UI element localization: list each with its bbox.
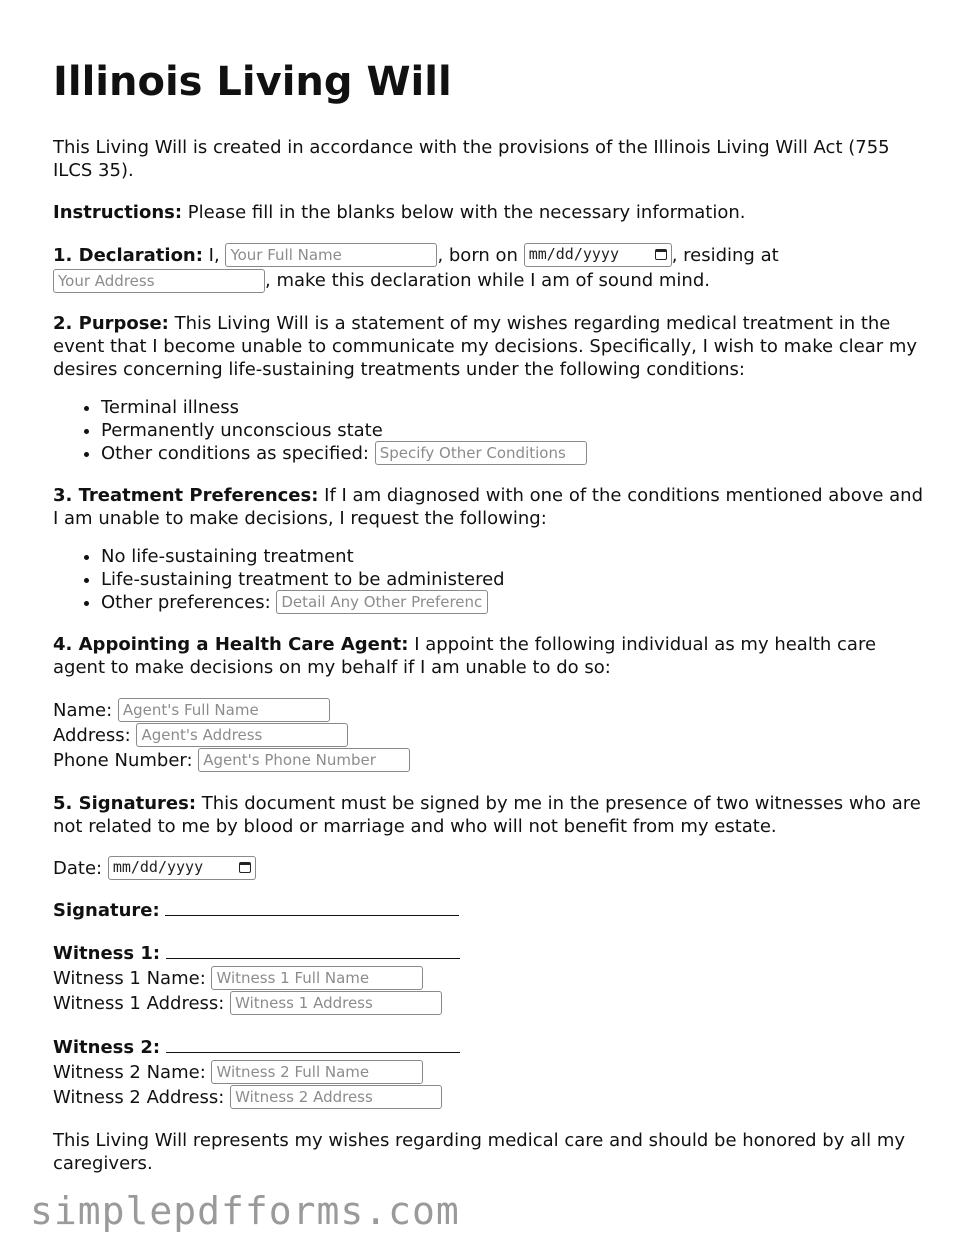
- witness-2-address-row: [53, 1085, 923, 1110]
- treatment-paragraph: [53, 484, 923, 530]
- signatures-text: This document must be signed by me in the presence of two witnesses who are not related to me by blood or marriage and who will not benefit from my estate.: [53, 793, 921, 837]
- signature-date-value: mm/dd/yyyy: [112, 858, 204, 876]
- witness-1-block: [53, 941, 923, 1016]
- page-title: Illinois Living Will: [53, 59, 452, 105]
- instructions-label: Instructions:: [53, 202, 183, 223]
- treatment-text: If I am diagnosed with one of the conditions mentioned above and I am unable to make decisions, I request the following:: [53, 485, 924, 529]
- agent-address-row: [53, 723, 923, 748]
- other-conditions-input[interactable]: [375, 441, 587, 465]
- address-input[interactable]: [53, 269, 265, 293]
- signature-date-row: [53, 857, 923, 880]
- witness-1-address-input[interactable]: [230, 991, 442, 1015]
- list-item: • Life-sustaining treatment to be administered: [101, 568, 923, 591]
- agent-name-label: Name:: [53, 700, 118, 721]
- intro-paragraph: This Living Will is created in accordance with the provisions of the Illinois Living Will Act (755 ILCS 35).: [53, 137, 890, 181]
- other-preferences-label: Other preferences:: [101, 592, 277, 613]
- declaration-text-1: I,: [202, 245, 226, 266]
- signatures-heading: 5. Signatures:: [53, 793, 197, 814]
- agent-name-row: [53, 698, 923, 723]
- list-item: • Permanently unconscious state: [101, 419, 923, 442]
- birth-date-value: mm/dd/yyyy: [528, 245, 619, 263]
- agent-phone-row: [53, 748, 923, 773]
- agent-phone-label: Phone Number:: [53, 750, 199, 771]
- agent-heading: 4. Appointing a Health Care Agent:: [53, 634, 409, 655]
- instructions-paragraph: [53, 201, 923, 224]
- declaration-text-4: , make this declaration while I am of sound mind.: [265, 270, 710, 291]
- agent-name-input[interactable]: [118, 698, 330, 722]
- purpose-text: This Living Will is a statement of my wishes regarding medical treatment in the event that I become unable to communicate my decisions. Specifically, I wish to make clear my desires concerning life-sustaining treatments under the following conditions:: [53, 313, 918, 380]
- full-name-input[interactable]: [225, 243, 437, 267]
- witness-2-block: [53, 1035, 923, 1110]
- witness-2-signature-line[interactable]: [166, 1036, 460, 1053]
- treatment-heading: 3. Treatment Preferences:: [53, 485, 319, 506]
- list-item: • No life-sustaining treatment: [101, 545, 923, 568]
- calendar-icon[interactable]: [239, 862, 251, 873]
- agent-paragraph: [53, 633, 923, 679]
- declaration-section: [53, 243, 923, 293]
- agent-address-input[interactable]: [136, 723, 348, 747]
- witness-1-signature-row: [53, 941, 923, 966]
- witness-1-name-input[interactable]: [211, 966, 423, 990]
- declaration-text-3: , residing at: [671, 245, 779, 266]
- other-conditions-label: Other conditions as specified:: [101, 443, 375, 464]
- witness-2-signature-row: [53, 1035, 923, 1060]
- list-item: [101, 442, 923, 465]
- preferences-list: [53, 545, 923, 614]
- agent-address-label: Address:: [53, 725, 137, 746]
- signature-date-label: Date:: [53, 858, 108, 879]
- calendar-icon[interactable]: [655, 249, 667, 260]
- declaration-text-2: , born on: [437, 245, 524, 266]
- witness-1-address-label: Witness 1 Address:: [53, 993, 231, 1014]
- agent-phone-input[interactable]: [198, 748, 410, 772]
- document-page: [53, 58, 923, 1194]
- signature-row: [53, 899, 923, 922]
- signature-date-input[interactable]: [108, 856, 256, 880]
- witness-2-address-label: Witness 2 Address:: [53, 1087, 231, 1108]
- closing-paragraph: This Living Will represents my wishes regarding medical care and should be honored by all my caregivers.: [53, 1130, 906, 1174]
- witness-1-address-row: [53, 991, 923, 1016]
- declaration-heading: 1. Declaration:: [53, 245, 203, 266]
- witness-1-name-row: [53, 966, 923, 991]
- witness-2-address-input[interactable]: [230, 1085, 442, 1109]
- witness-1-name-label: Witness 1 Name:: [53, 968, 212, 989]
- instructions-text: Please fill in the blanks below with the necessary information.: [182, 202, 746, 223]
- other-preferences-input[interactable]: [276, 590, 488, 614]
- witness-1-signature-line[interactable]: [166, 942, 460, 959]
- witness-2-name-input[interactable]: [211, 1060, 423, 1084]
- signatures-paragraph: [53, 792, 923, 838]
- agent-text: I appoint the following individual as my health care agent to make decisions on my behalf if I am unable to do so:: [53, 634, 877, 678]
- list-item: [101, 591, 923, 614]
- witness-2-name-label: Witness 2 Name:: [53, 1062, 212, 1083]
- signature-line[interactable]: [165, 899, 459, 916]
- signature-label: Signature:: [53, 900, 160, 921]
- witness-2-name-row: [53, 1060, 923, 1085]
- purpose-heading: 2. Purpose:: [53, 313, 169, 334]
- witness-1-label: Witness 1:: [53, 943, 161, 964]
- birth-date-input[interactable]: [524, 243, 672, 267]
- conditions-list: [53, 396, 923, 465]
- list-item: • Terminal illness: [101, 396, 923, 419]
- purpose-paragraph: [53, 312, 923, 381]
- agent-fields: [53, 698, 923, 773]
- watermark-text: simplepdfforms.com: [30, 1189, 460, 1233]
- witness-2-label: Witness 2:: [53, 1037, 161, 1058]
